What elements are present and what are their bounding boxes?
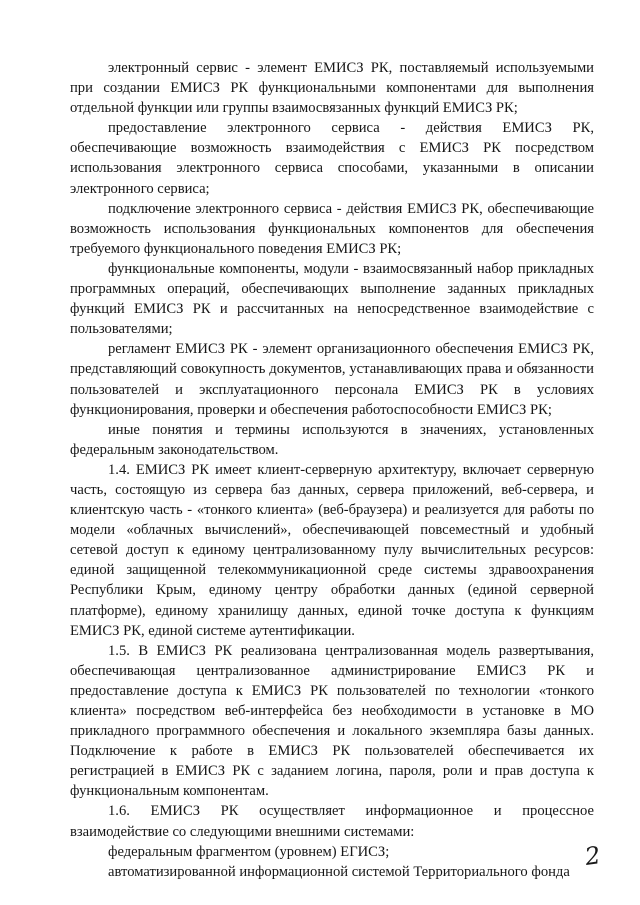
paragraph-egisz: федеральным фрагментом (уровнем) ЕГИСЗ; [108, 843, 390, 860]
document-body [70, 58, 594, 882]
paragraph-electronic-service: электронный сервис - элемент ЕМИСЗ РК, поставляемый используемыми при создании ЕМИСЗ РК функциональными компонентами для выполнения отдельной функции или группы взаимосвязанных функций ЕМИСЗ РК; [70, 60, 594, 117]
paragraph-territorial-fund: автоматизированной информационной системой Территориального фонда [108, 863, 570, 880]
handwritten-page-number: 2 [583, 841, 603, 871]
paragraph-1-4: 1.4. ЕМИСЗ РК имеет клиент-серверную архитектуру, включает серверную часть, состоящую из сервера баз данных, сервера приложений, веб-сервера, и клиентскую часть - «тонкого клиента» (веб-браузера) и реализуется для работы по модели «облачных вычислений», обеспечивающей повсеместный и удобный сетевой доступ к единому централизованному пулу вычислительных ресурсов: единой защищенной телекоммуникационной среде системы здравоохранения Республики Крым, единому центру обработки данных (единой серверной платформе), единому хранилищу данных, единой точке доступа к функциям ЕМИСЗ РК, единой системе аутентификации. [70, 461, 594, 639]
paragraph-other-terms: иные понятия и термины используются в значениях, установленных федеральным законодательством. [70, 421, 594, 458]
paragraph-service-connection: подключение электронного сервиса - действия ЕМИСЗ РК, обеспечивающие возможность использования функциональных компонентов для обеспечения требуемого функционального поведения ЕМИСЗ РК; [70, 200, 594, 257]
paragraph-1-5: 1.5. В ЕМИСЗ РК реализована централизованная модель развертывания, обеспечивающая централизованное администрирование ЕМИСЗ РК и предоставление доступа к ЕМИСЗ РК пользователей по технологии «тонкого клиента» посредством веб-интерфейса без необходимости в установке в МО прикладного программного обеспечения и локального экземпляра базы данных. Подключение к работе в ЕМИСЗ РК пользователей обеспечивается их регистрацией в ЕМИСЗ РК с заданием логина, пароля, роли и прав доступа к функциональным компонентам. [70, 642, 594, 800]
paragraph-functional-components: функциональные компоненты, модули - взаимосвязанный набор прикладных программных операций, обеспечивающих выполнение заданных прикладных функций ЕМИСЗ РК и рассчитанных на непосредственное взаимодействие с пользователями; [70, 260, 594, 338]
paragraph-regulation: регламент ЕМИСЗ РК - элемент организационного обеспечения ЕМИСЗ РК, представляющий совокупность документов, устанавливающих права и обязанности пользователей и эксплуатационного персонала ЕМИСЗ РК в условиях функционирования, проверки и обеспечения работоспособности ЕМИСЗ РК; [70, 341, 594, 418]
paragraph-1-6: 1.6. ЕМИСЗ РК осуществляет информационное и процессное взаимодействие со следующими внешними системами: [70, 803, 594, 840]
paragraph-service-provision: предоставление электронного сервиса - действия ЕМИСЗ РК, обеспечивающие возможность взаимодействия с ЕМИСЗ РК посредством использования электронного сервиса способами, указанными в описании электронного сервиса; [70, 120, 594, 197]
